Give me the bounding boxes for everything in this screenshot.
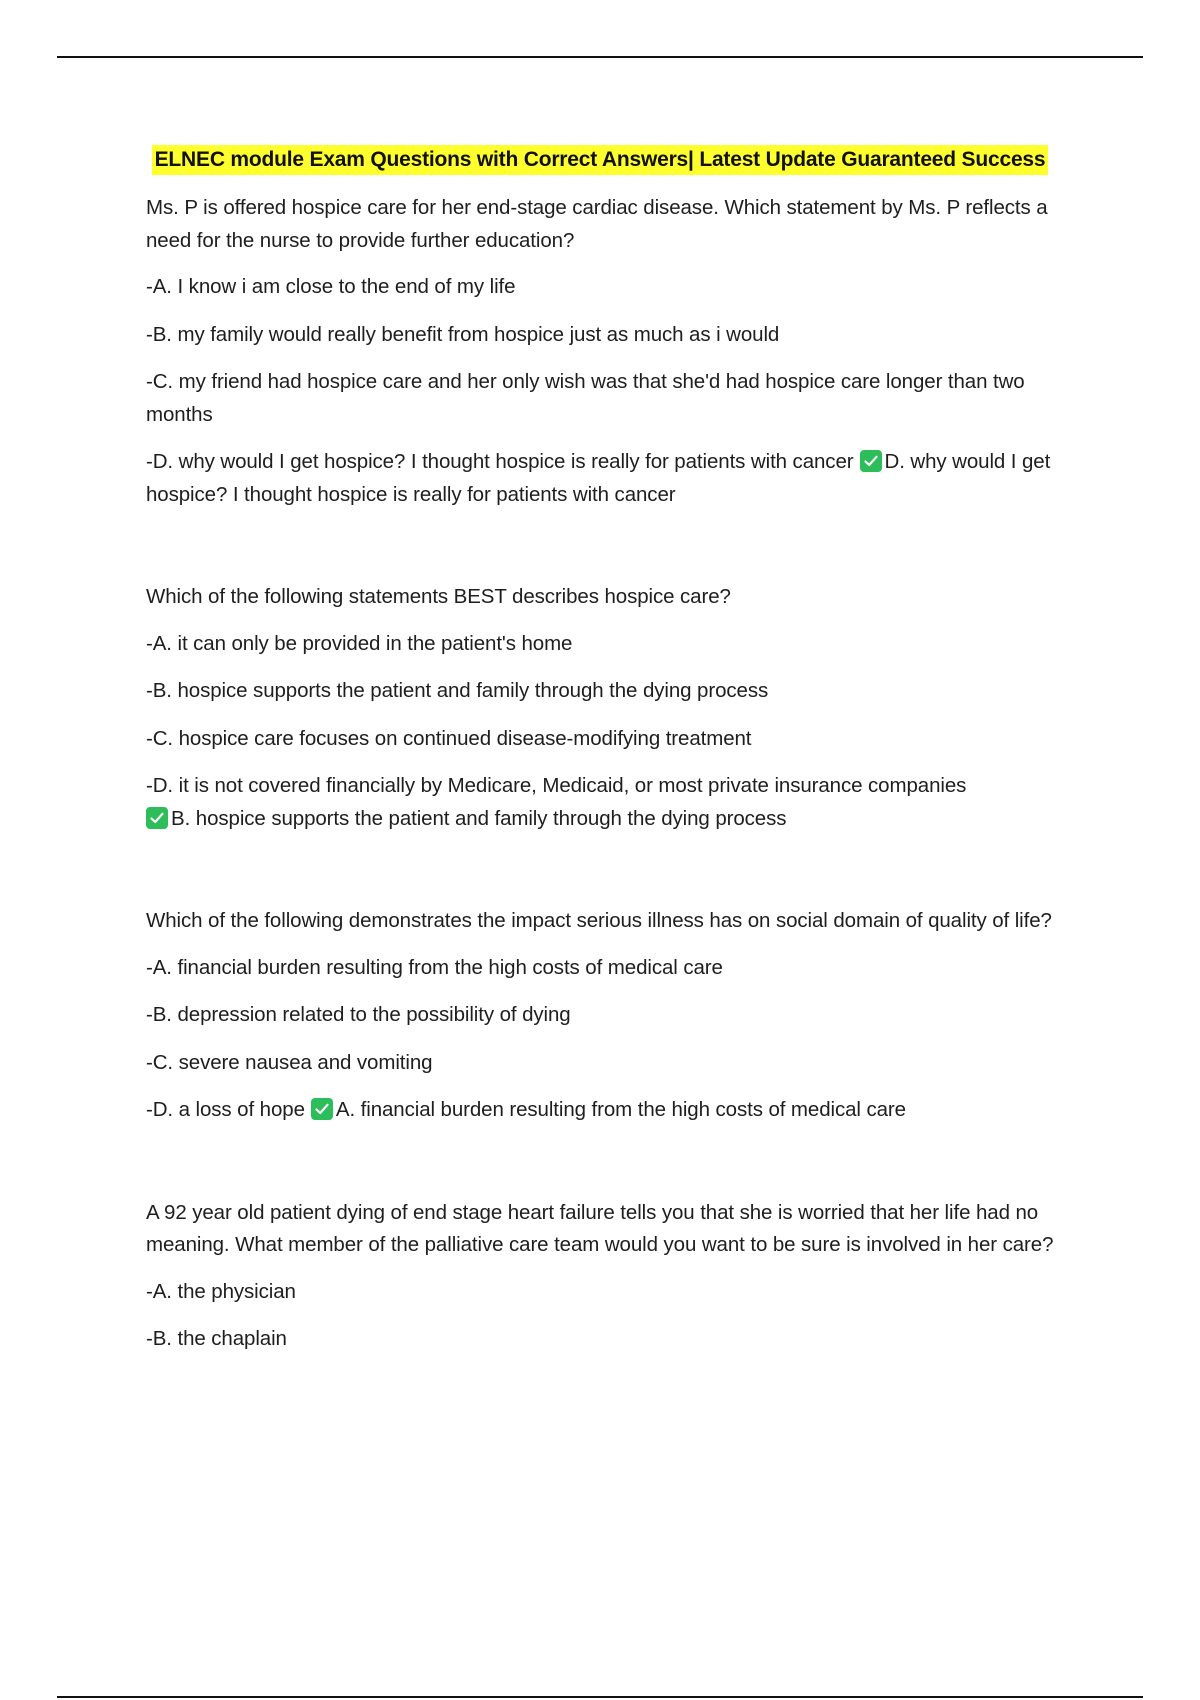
option-d-with-answer — [146, 1094, 1076, 1127]
option-b: -B. depression related to the possibility of dying — [146, 1003, 571, 1026]
option-d: -D. why would I get hospice? I thought hospice is really for patients with cancer — [146, 450, 854, 473]
option-c: -C. my friend had hospice care and her only wish was that she'd had hospice care longer than two months — [146, 370, 1025, 426]
question-block-2 — [146, 581, 1076, 835]
option-d: -D. a loss of hope — [146, 1098, 305, 1121]
option-a: -A. I know i am close to the end of my life — [146, 275, 516, 298]
correct-answer: A. financial burden resulting from the high costs of medical care — [335, 1098, 906, 1121]
answer-line — [146, 803, 1076, 836]
title-container — [0, 145, 1200, 175]
check-box-icon — [860, 450, 882, 472]
document-title: ELNEC module Exam Questions with Correct Answers| Latest Update Guaranteed Success — [152, 145, 1049, 175]
option-d-with-answer — [146, 446, 1076, 511]
option-d: -D. it is not covered financially by Medicare, Medicaid, or most private insurance companies — [146, 774, 967, 797]
option-b: -B. hospice supports the patient and family through the dying process — [146, 679, 769, 702]
option-d-with-answer — [146, 770, 1076, 835]
check-box-icon — [311, 1098, 333, 1120]
question-text: Ms. P is offered hospice care for her end-stage cardiac disease. Which statement by Ms. P reflects a need for the nurse to provide further education? — [146, 196, 1048, 252]
document-body — [146, 192, 1076, 1426]
question-block-1 — [146, 192, 1076, 511]
option-a: -A. financial burden resulting from the high costs of medical care — [146, 955, 723, 979]
check-box-icon — [146, 807, 168, 829]
question-block-4 — [146, 1197, 1076, 1356]
bottom-rule — [57, 1696, 1143, 1698]
question-text: Which of the following statements BEST describes hospice care? — [146, 585, 731, 608]
correct-answer: D. why would I get hospice? I thought hospice is really for patients with cancer — [146, 450, 1051, 506]
option-a: -A. the physician — [146, 1279, 296, 1303]
option-b: -B. the chaplain — [146, 1327, 287, 1350]
question-text: Which of the following demonstrates the impact serious illness has on social domain of quality of life? — [146, 909, 1052, 932]
top-rule — [57, 56, 1143, 58]
option-c: -C. severe nausea and vomiting — [146, 1050, 433, 1074]
question-text: A 92 year old patient dying of end stage heart failure tells you that she is worried that her life had no meaning. What member of the palliative care team would you want to be sure is involved in her care? — [146, 1200, 1054, 1256]
correct-answer: B. hospice supports the patient and family through the dying process — [171, 806, 787, 830]
option-a: -A. it can only be provided in the patient's home — [146, 631, 573, 655]
option-c: -C. hospice care focuses on continued disease-modifying treatment — [146, 726, 752, 750]
option-b: -B. my family would really benefit from hospice just as much as i would — [146, 322, 780, 346]
question-block-3 — [146, 905, 1076, 1127]
